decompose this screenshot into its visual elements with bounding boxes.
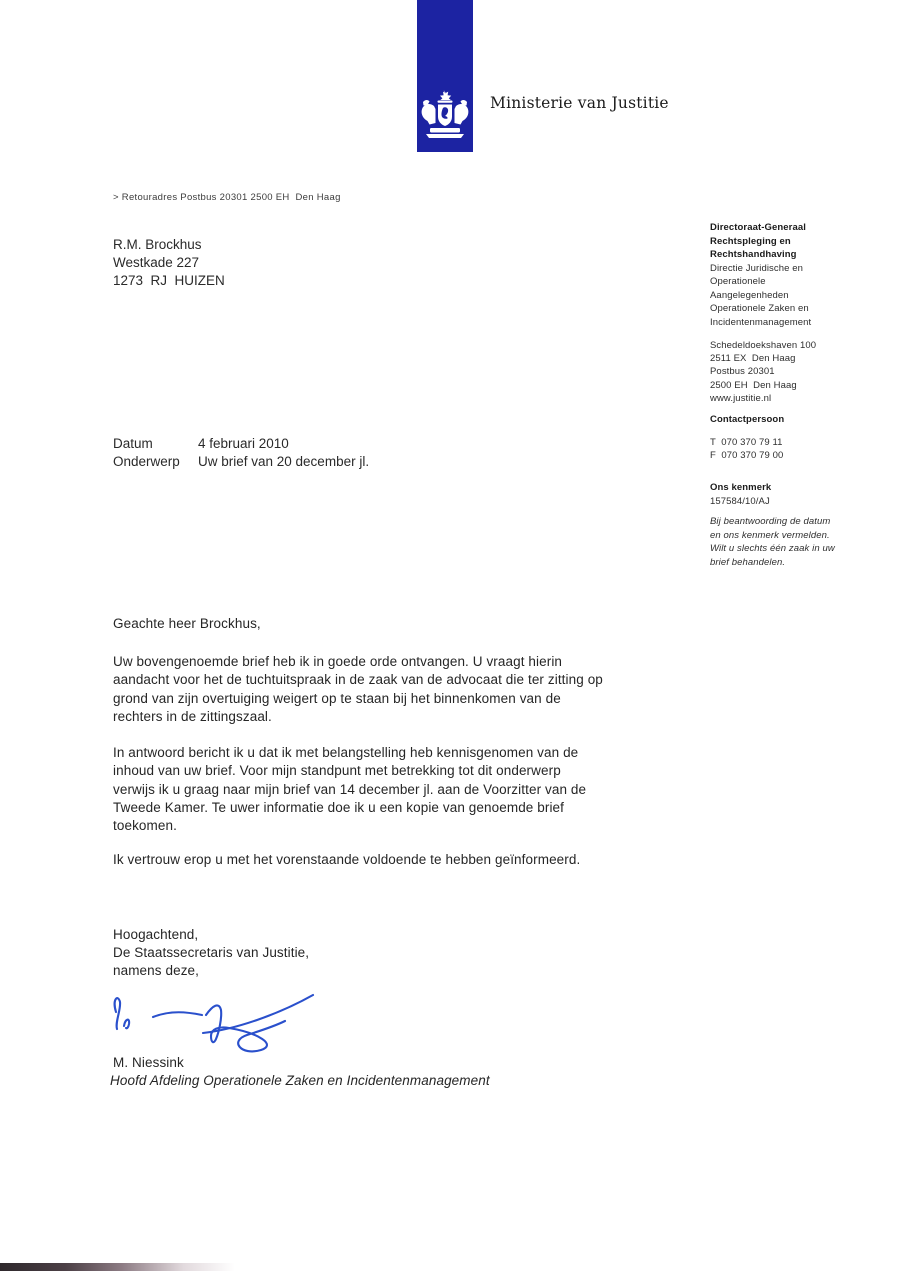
closing-line: namens deze, (113, 963, 200, 978)
office-address-block (710, 339, 816, 405)
paragraph-line: aandacht voor het de tuchtuitspraak in de zaak van de advocaat die ter zitting op (113, 672, 603, 688)
directorate-title-line: Rechtshandhaving (710, 249, 797, 260)
signer-name: M. Niessink (113, 1055, 184, 1070)
paragraph-line: grond van zijn overtuiging weigert op te staan bij het binnenkomen van de (113, 690, 561, 706)
recipient-name: R.M. Brockhus (113, 237, 202, 252)
ministry-logo-bar (417, 0, 473, 152)
recipient-address-block (113, 236, 225, 290)
ministry-name: Ministerie van Justitie (490, 94, 669, 112)
recipient-street: Westkade 227 (113, 255, 200, 270)
contact-fax: F 070 370 79 00 (710, 450, 784, 461)
office-address-line: Postbus 20301 (710, 366, 775, 378)
office-address-line: Schedeldoekshaven 100 (710, 340, 817, 351)
paragraph-line: Uw bovengenoemde brief heb ik in goede orde ontvangen. U vraagt hierin (113, 654, 563, 669)
onderwerp-row (113, 453, 369, 471)
reply-note-line: brief behandelen. (710, 556, 786, 568)
office-address-line: 2500 EH Den Haag (710, 379, 797, 391)
datum-row (113, 435, 369, 453)
directorate-line: Operationele Zaken en (710, 303, 809, 314)
datum-value: 4 februari 2010 (198, 436, 289, 451)
kenmerk-block (710, 481, 771, 508)
paragraph-line: verwijs ik u graag naar mijn brief van 14 december jl. aan de Voorzitter van de (113, 781, 587, 797)
closing-line: De Staatssecretaris van Justitie, (113, 945, 310, 960)
directorate-line: Aangelegenheden (710, 289, 789, 301)
paragraph-line: In antwoord bericht ik u dat ik met belangstelling heb kennisgenomen van de (113, 745, 579, 760)
reply-note-line: Wilt u slechts één zaak in uw (710, 543, 835, 555)
directorate-line: Directie Juridische en (710, 262, 804, 274)
contact-block (710, 413, 784, 463)
directorate-line: Operationele (710, 276, 766, 287)
paragraph-line: toekomen. (113, 818, 177, 834)
reply-note-line: Bij beantwoording de datum (710, 516, 831, 527)
onderwerp-value: Uw brief van 20 december jl. (198, 454, 370, 469)
scan-artifact (0, 1263, 235, 1271)
salutation: Geachte heer Brockhus, (113, 616, 261, 631)
paragraph-2 (113, 744, 586, 835)
contact-label: Contactpersoon (710, 414, 785, 425)
paragraph-line: Tweede Kamer. Te uwer informatie doe ik u een kopie van genoemde brief (113, 799, 565, 815)
signer-title: Hoofd Afdeling Operationele Zaken en Incidentenmanagement (110, 1073, 490, 1088)
paragraph-line: inhoud van uw brief. Voor mijn standpunt met betrekking tot dit onderwerp (113, 763, 561, 779)
return-address: > Retouradres Postbus 20301 2500 EH Den Haag (113, 192, 341, 203)
kenmerk-label: Ons kenmerk (710, 482, 772, 493)
dutch-coat-of-arms-icon (418, 88, 472, 146)
directorate-title-line: Directoraat-Generaal (710, 222, 806, 233)
reply-note-line: en ons kenmerk vermelden. (710, 529, 830, 541)
datum-label: Datum (113, 436, 153, 451)
recipient-city: 1273 RJ HUIZEN (113, 273, 225, 288)
closing-block (113, 926, 309, 980)
onderwerp-label: Onderwerp (113, 454, 180, 469)
letter-meta (113, 435, 369, 471)
directorate-block (710, 221, 811, 329)
office-address-line: 2511 EX Den Haag (710, 353, 796, 365)
closing-line: Hoogachtend, (113, 927, 199, 942)
signature-scribble-icon (103, 986, 318, 1054)
contact-phone: T 070 370 79 11 (710, 436, 783, 448)
paragraph-3: Ik vertrouw erop u met het vorenstaande voldoende te hebben geïnformeerd. (113, 852, 581, 867)
kenmerk-value: 157584/10/AJ (710, 495, 770, 507)
directorate-line: Incidentenmanagement (710, 316, 812, 328)
directorate-title-line: Rechtspleging en (710, 235, 791, 247)
paragraph-1 (113, 653, 603, 726)
paragraph-line: rechters in de zittingszaal. (113, 708, 272, 724)
website-url: www.justitie.nl (710, 392, 772, 404)
reply-note (710, 515, 835, 569)
